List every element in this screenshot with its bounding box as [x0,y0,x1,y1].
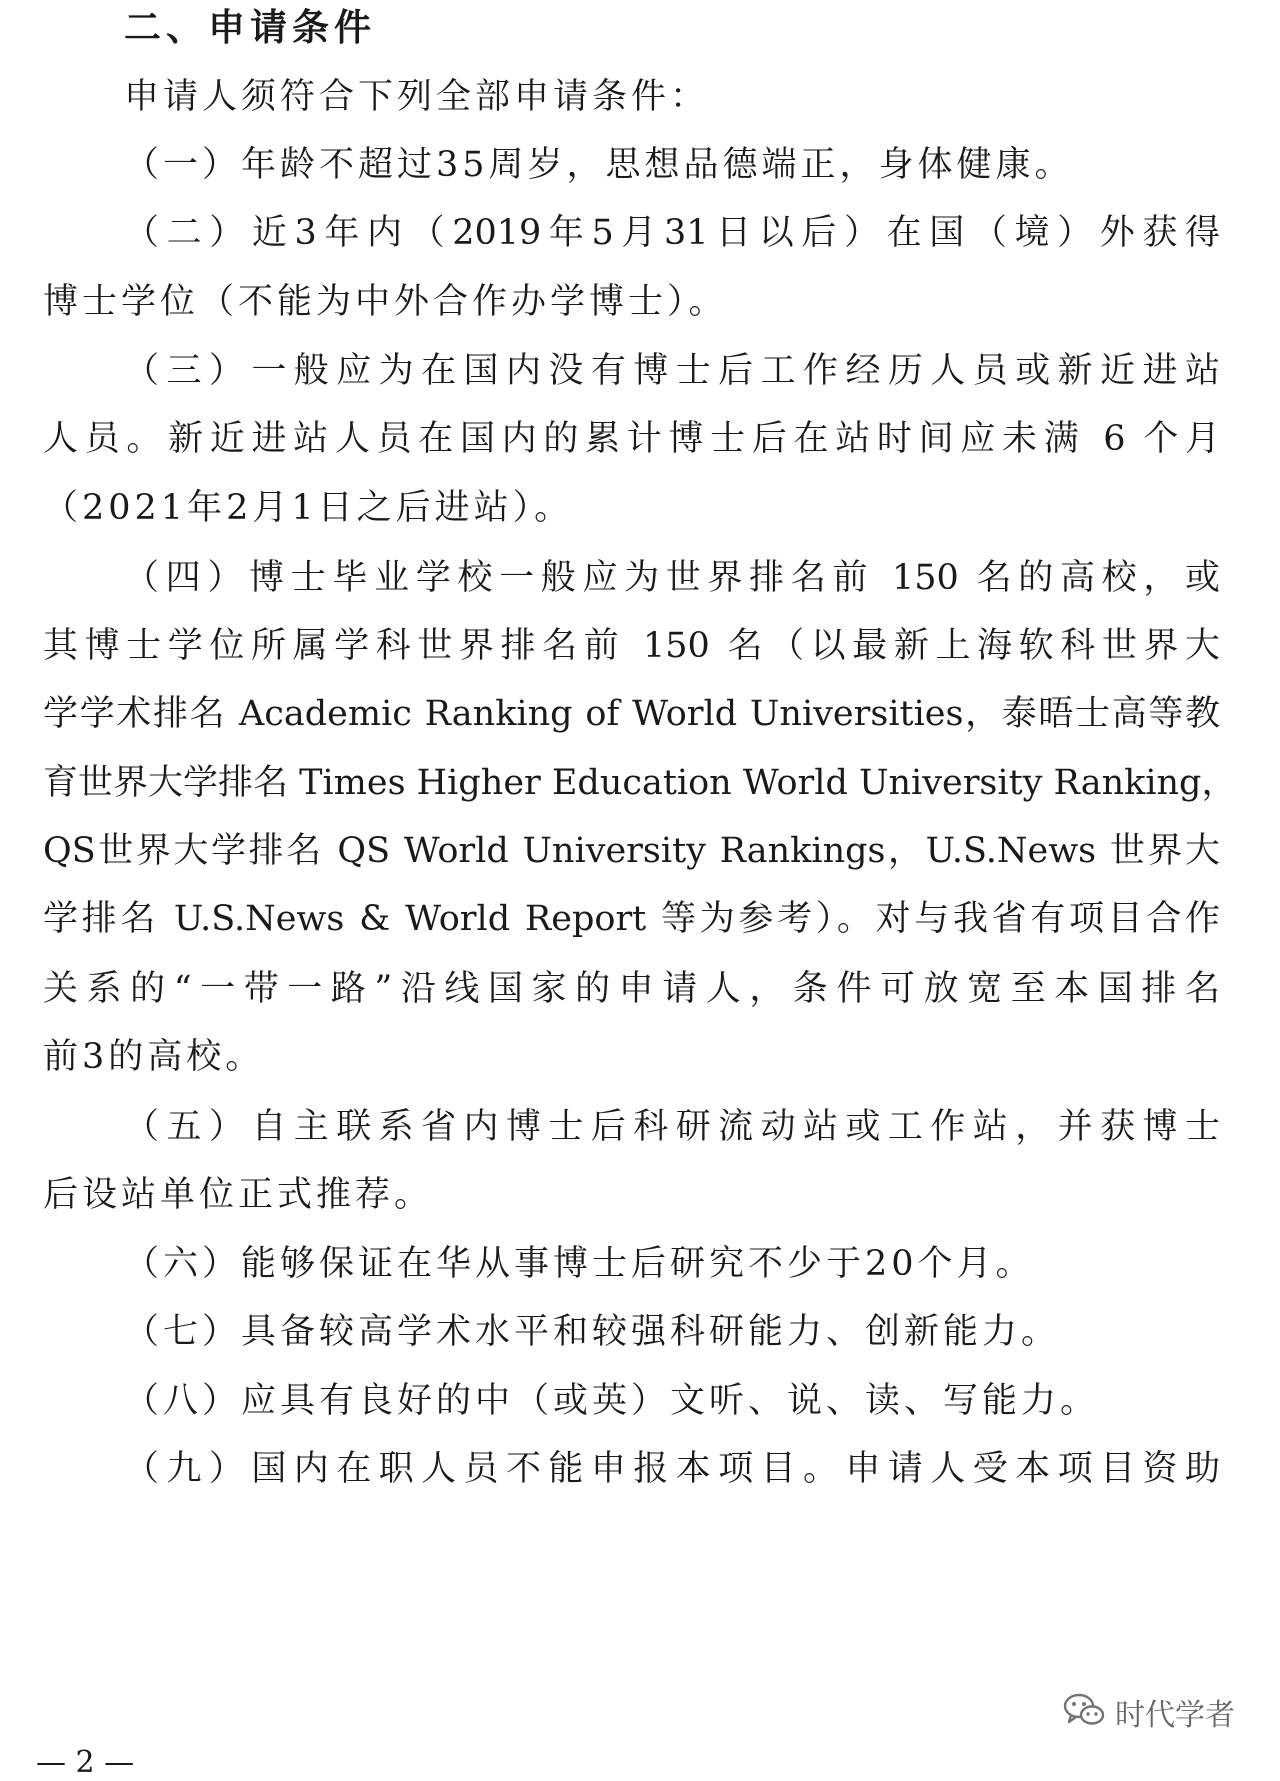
watermark [1063,1690,1235,1734]
paragraph-line: （六）能够保证在华从事博士后研究不少于20个月。 [124,1244,1035,1284]
paragraph-line: 育世界大学排名 Times Higher Education World University Ranking， [43,763,1237,803]
paragraph-line: （四）博士毕业学校一般应为世界排名前 150 名的高校，或 [124,558,1220,598]
paragraph-line: （七）具备较高学术水平和较强科研能力、创新能力。 [124,1312,1061,1352]
paragraph-line: （二）近3年内（2019年5月31日以后）在国（境）外获得 [124,213,1220,253]
paragraph-line: （2021年2月1日之后进站）。 [43,488,574,528]
paragraph-line: （九）国内在职人员不能申报本项目。申请人受本项目资助 [124,1449,1220,1489]
wechat-icon [1063,1692,1105,1732]
paragraph-line: 博士学位（不能为中外合作办学博士）。 [43,282,728,322]
paragraph-line: 后设站单位正式推荐。 [43,1175,434,1215]
paragraph-line: （三）一般应为在国内没有博士后工作经历人员或新近进站 [124,351,1220,391]
paragraph-line: 学排名 U.S.News & World Report 等为参考）。对与我省有项目合作 [43,899,1220,939]
paragraph-line: 前3的高校。 [43,1037,265,1077]
paragraph-line: （一）年龄不超过35周岁，思想品德端正，身体健康。 [124,145,1074,185]
paragraph-line: 人员。新近进站人员在国内的累计博士后在站时间应未满 6 个月 [43,419,1220,459]
section-heading: 二、申请条件 [124,6,376,49]
watermark-text: 时代学者 [1115,1698,1235,1733]
paragraph-line: 关系的“一带一路”沿线国家的申请人，条件可放宽至本国排名 [43,969,1220,1009]
paragraph-line: （五）自主联系省内博士后科研流动站或工作站，并获博士 [124,1107,1220,1147]
page-number: — 2 — [36,1745,135,1780]
paragraph-line: 其博士学位所属学科世界排名前 150 名（以最新上海软科世界大 [43,626,1220,666]
paragraph-line: 申请人须符合下列全部申请条件： [124,77,710,117]
paragraph-line: 学学术排名 Academic Ranking of World Universities，泰晤士高等教 [43,694,1220,734]
paragraph-line: QS世界大学排名 QS World University Rankings，U.S.News 世界大 [43,831,1220,871]
paragraph-line: （八）应具有良好的中（或英）文听、说、读、写能力。 [124,1381,1100,1421]
